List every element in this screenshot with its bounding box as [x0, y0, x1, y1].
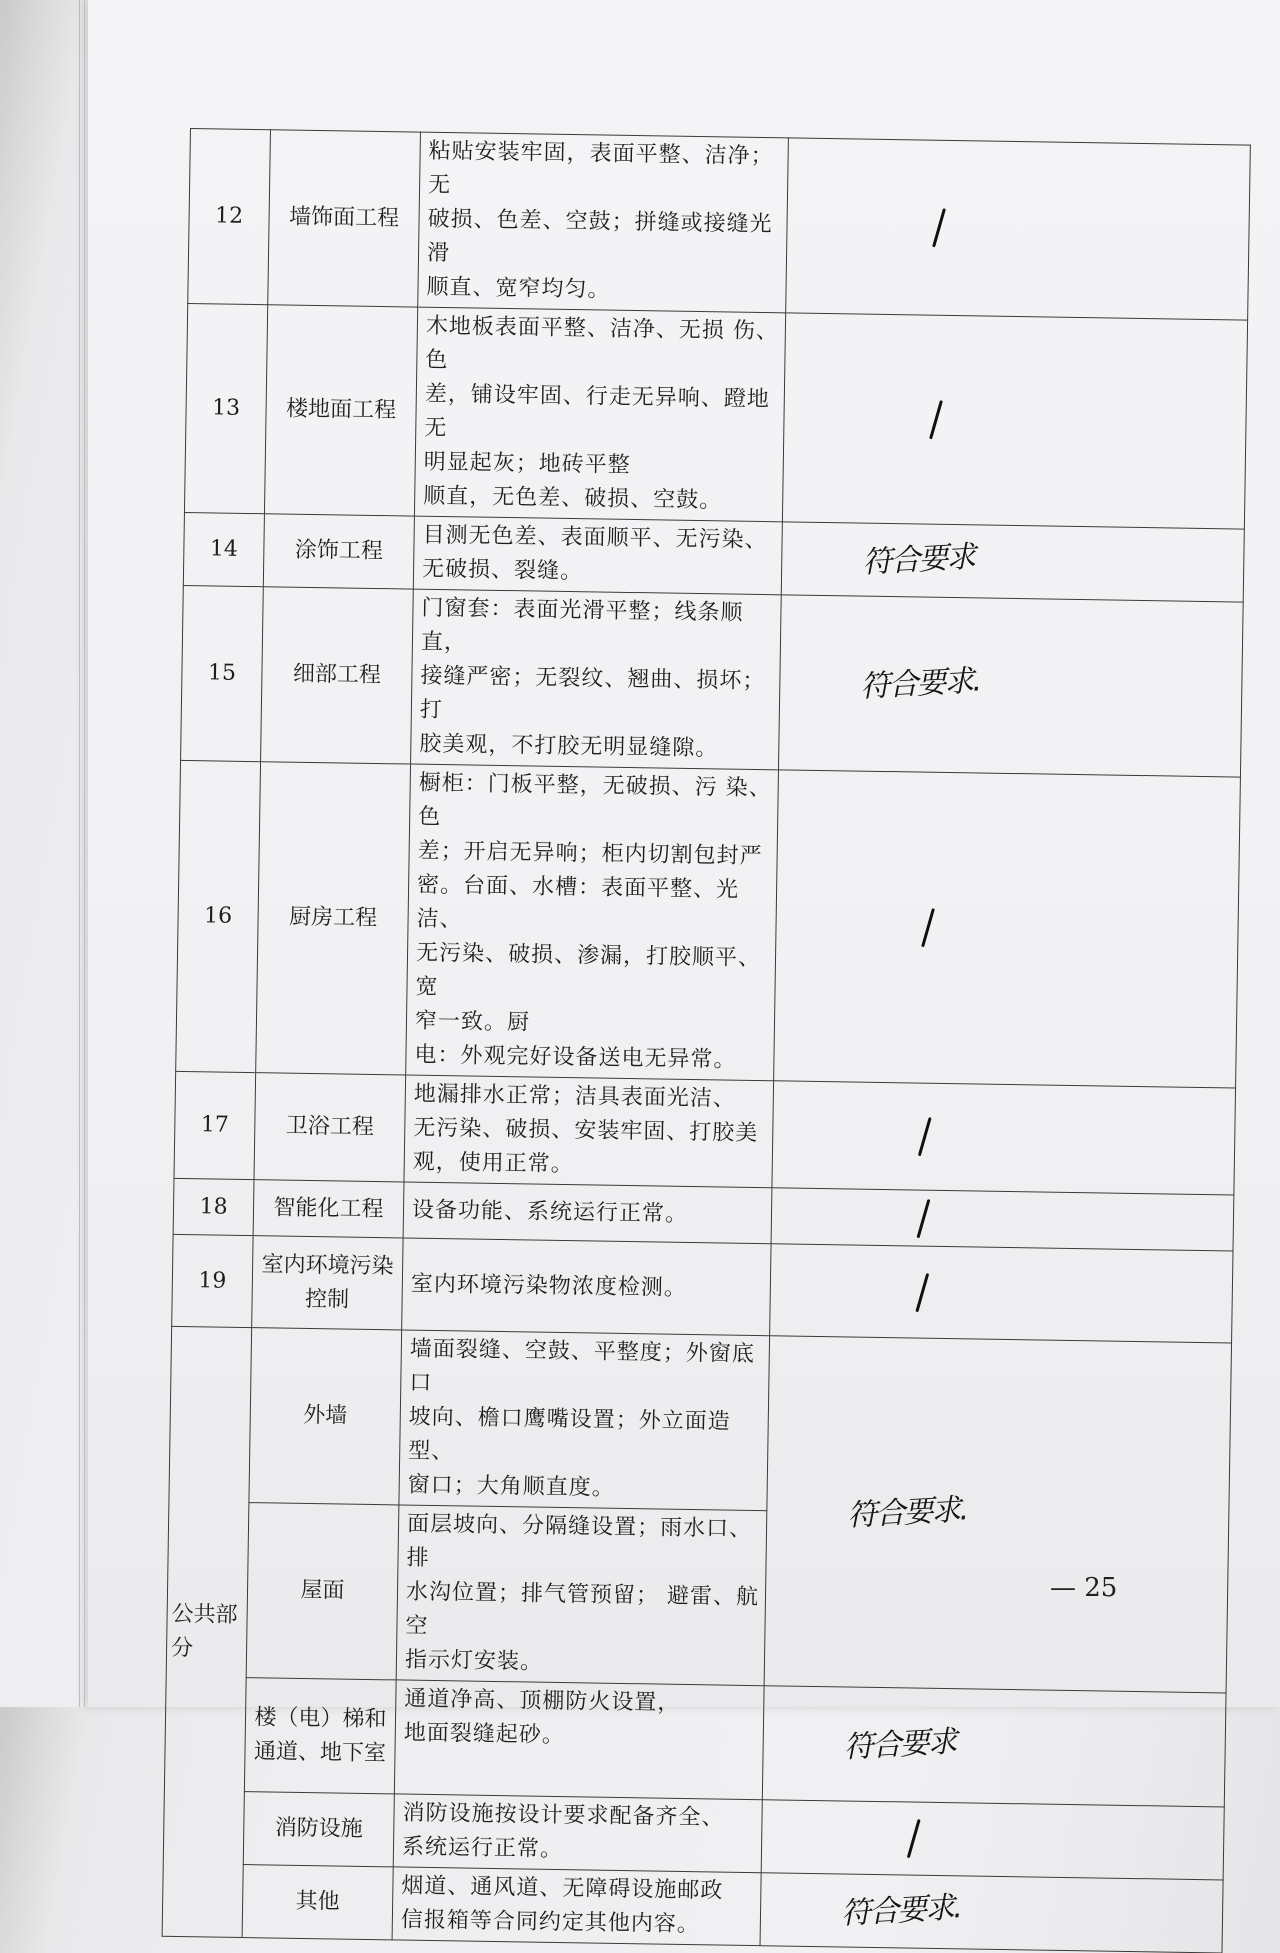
requirement-line: 密。台面、水槽：表面平整、光洁、 — [416, 872, 740, 933]
result-cell — [761, 1800, 1224, 1880]
requirement-line: 窗口；大角顺直度。 — [407, 1472, 615, 1501]
public-section-label: 公共部分 — [162, 1326, 252, 1937]
item-name: 消防设施 — [243, 1792, 394, 1867]
requirement-line: 电：外观完好设备送电无异常。 — [414, 1042, 737, 1073]
requirement-cell — [402, 1238, 771, 1336]
requirement-cell — [399, 1330, 770, 1511]
requirement-line: 目测无色差、表面顺平、无污染、 — [422, 522, 768, 554]
requirement-line: 门窗套：表面光滑平整；线条顺直， — [420, 595, 744, 656]
row-number: 14 — [183, 512, 264, 586]
result-cell — [764, 1336, 1231, 1693]
requirement-line: 无污染、破损、安装牢固、打胶美 — [413, 1115, 759, 1147]
requirement-cell — [414, 307, 785, 522]
requirement-line: 消防设施按设计要求配备齐全、 — [402, 1800, 725, 1831]
handwritten-result: 符合要求. — [846, 1491, 968, 1534]
row-number: 16 — [176, 760, 261, 1072]
table-row — [184, 303, 1247, 529]
requirement-cell — [396, 1505, 767, 1686]
requirement-line: 指示灯安装。 — [404, 1647, 544, 1675]
requirement-cell — [406, 764, 779, 1081]
item-name: 细部工程 — [261, 587, 414, 764]
page-number: — 25 — [1050, 1573, 1118, 1603]
requirement-cell — [418, 132, 789, 313]
requirement-line: 无污染、破损、渗漏，打胶顺平、宽 — [415, 940, 762, 1001]
row-number: 12 — [188, 129, 271, 305]
item-name: 涂饰工程 — [263, 514, 414, 589]
requirement-line: 胶美观，不打胶无明显缝隙。 — [419, 731, 719, 762]
row-number: 18 — [173, 1178, 254, 1235]
requirement-cell — [403, 1182, 772, 1244]
requirement-cell — [404, 1075, 774, 1188]
paper-edge — [84, 0, 85, 1707]
requirement-line: 差，铺设牢固、行走无异响、蹬地无 — [424, 381, 771, 442]
inspection-table-sheet — [162, 128, 1250, 1953]
item-name: 屋面 — [246, 1503, 399, 1680]
slash-mark — [921, 908, 935, 947]
slash-mark — [918, 1117, 932, 1156]
slash-mark — [907, 1819, 921, 1858]
requirement-cell — [411, 589, 782, 770]
requirement-line: 橱柜：门板平整，无破损、污 染、色 — [418, 770, 772, 831]
slash-mark — [929, 400, 943, 439]
requirement-line: 粘贴安装牢固，表面平整、洁净；无 — [427, 138, 774, 199]
item-name: 墙饰面工程 — [268, 130, 421, 307]
result-cell — [772, 1081, 1236, 1195]
requirement-line: 信报箱等合同约定其他内容。 — [400, 1907, 701, 1938]
table-row — [169, 1326, 1232, 1518]
result-cell — [774, 770, 1241, 1088]
handwritten-result: 符合要求. — [840, 1890, 962, 1932]
requirement-line: 窄一致。厨 — [414, 1008, 531, 1036]
requirement-line: 接缝严密；无裂纹、翘曲、损坏；打 — [419, 663, 766, 724]
requirement-line: 系统运行正常。 — [401, 1834, 564, 1863]
requirement-cell — [413, 516, 782, 595]
requirement-cell — [393, 1794, 762, 1873]
result-cell — [771, 1188, 1234, 1251]
requirement-line: 烟道、通风道、无障碍设施邮政 — [401, 1873, 724, 1904]
item-name: 楼（电）梯和通道、地下室 — [244, 1678, 396, 1794]
inspection-table — [162, 128, 1251, 1953]
item-name: 楼地面工程 — [264, 305, 417, 516]
handwritten-result: 符合要求 — [842, 1723, 957, 1765]
item-name: 厨房工程 — [256, 762, 411, 1075]
table-row — [188, 129, 1251, 321]
table-row — [174, 1071, 1236, 1195]
paper-edge — [79, 0, 80, 1707]
item-name: 其他 — [242, 1865, 393, 1940]
handwritten-result: 符合要求 — [861, 539, 976, 581]
requirement-line: 水沟位置；排气管预留； 避雷、航空 — [405, 1579, 760, 1639]
table-row — [172, 1234, 1233, 1343]
item-name: 室内环境污染控制 — [252, 1236, 403, 1330]
result-cell — [770, 1244, 1233, 1343]
item-name: 外墙 — [249, 1328, 402, 1505]
requirement-line: 墙面裂缝、空鼓、平整度；外窗底口 — [409, 1336, 756, 1396]
table-row — [164, 1676, 1226, 1807]
item-name: 卫浴工程 — [254, 1073, 406, 1182]
requirement-cell — [394, 1680, 764, 1800]
result-cell — [781, 522, 1244, 602]
result-cell — [778, 595, 1243, 777]
requirement-line: 通道净高、顶棚防火设置， — [404, 1686, 681, 1716]
result-cell — [786, 138, 1251, 320]
requirement-line: 设备功能、系统运行正常。 — [411, 1197, 689, 1227]
requirement-cell — [392, 1867, 761, 1946]
slash-mark — [915, 1273, 929, 1312]
requirement-line: 顺直、宽窄均匀。 — [426, 274, 611, 303]
item-name: 智能化工程 — [253, 1180, 404, 1238]
row-number: 19 — [172, 1234, 253, 1327]
requirement-line: 坡向、檐口鹰嘴设置；外立面造型、 — [408, 1404, 731, 1465]
requirement-line: 观，使用正常。 — [412, 1149, 574, 1178]
requirement-line: 明显起灰；地砖平整 — [423, 449, 631, 478]
row-number: 15 — [181, 585, 264, 761]
requirement-line: 无破损、裂缝。 — [421, 556, 584, 585]
slash-mark — [932, 208, 946, 247]
table-row — [162, 1863, 1223, 1953]
table-row — [176, 760, 1241, 1088]
result-cell — [762, 1686, 1226, 1807]
requirement-line: 地面裂缝起砂。 — [403, 1720, 566, 1749]
requirement-line: 差；开启无异响；柜内切割包封严 — [417, 838, 763, 870]
row-number: 17 — [174, 1071, 256, 1179]
handwritten-result: 符合要求. — [859, 663, 981, 705]
table-row — [181, 585, 1244, 777]
requirement-line: 破损、色差、空鼓；拼缝或接缝光滑 — [426, 206, 773, 267]
requirement-line: 地漏排水正常；洁具表面光洁、 — [413, 1081, 737, 1112]
requirement-line: 面层坡向、分隔缝设置；雨水口、排 — [406, 1511, 753, 1571]
row-number: 13 — [184, 303, 267, 513]
requirement-line: 顺直，无色差、破损、空鼓。 — [423, 483, 723, 514]
requirement-line: 室内环境污染物浓度检测。 — [410, 1271, 688, 1301]
result-cell — [782, 313, 1247, 529]
slash-mark — [917, 1199, 931, 1238]
result-cell — [760, 1873, 1223, 1953]
requirement-line: 木地板表面平整、洁净、无损 伤、色 — [425, 313, 780, 374]
